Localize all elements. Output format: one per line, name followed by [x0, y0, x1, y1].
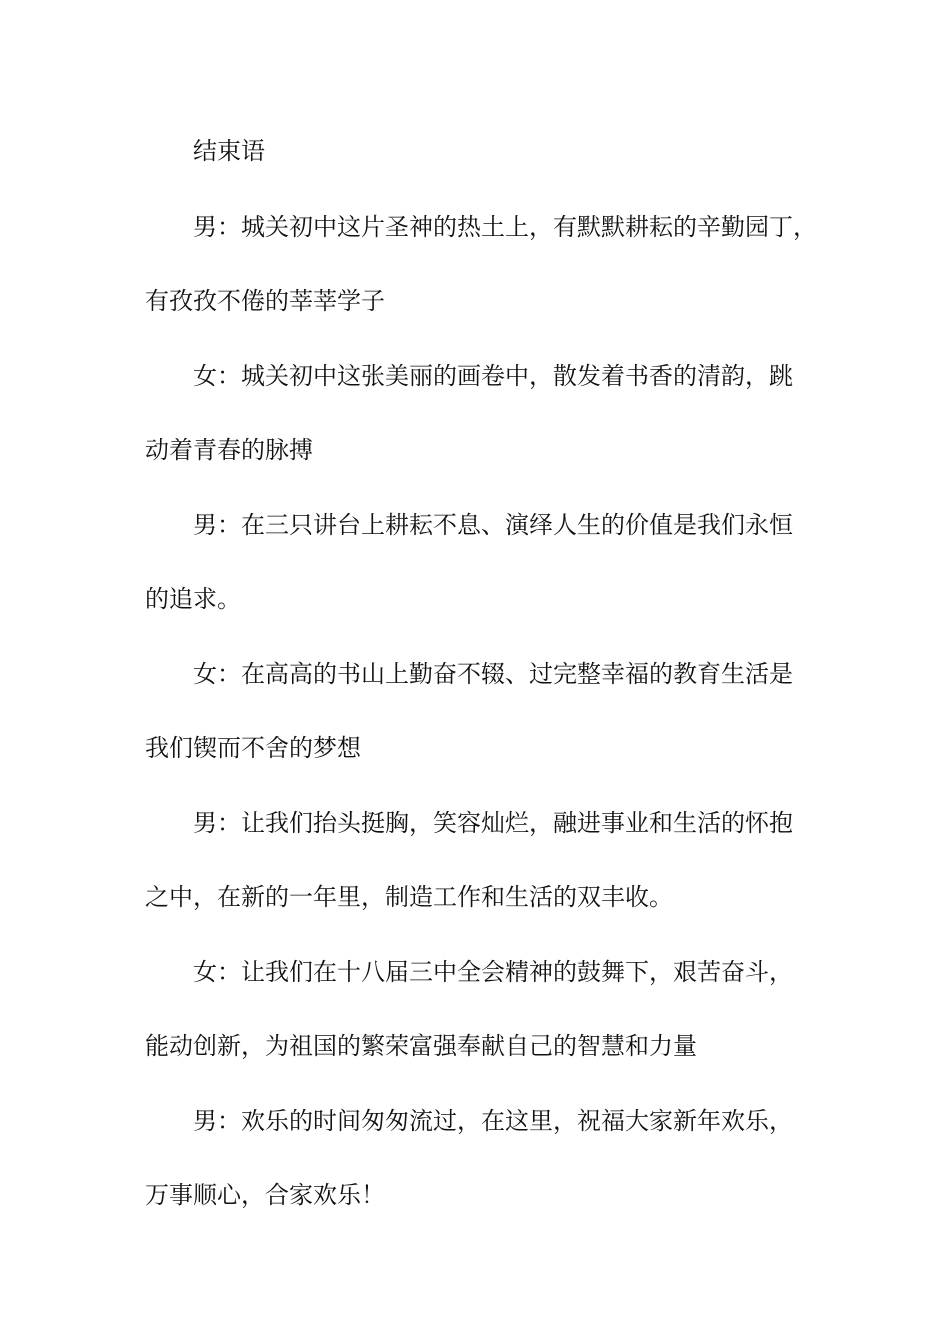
paragraph-5-line-2: 之中，在新的一年里，制造工作和生活的双丰收。: [145, 883, 673, 911]
paragraph-2-line-2: 动着青春的脉搏: [145, 436, 313, 464]
paragraph-6-line-1: 女：让我们在十八届三中全会精神的鼓舞下，艰苦奋斗，: [193, 958, 793, 986]
paragraph-6-line-2: 能动创新，为祖国的繁荣富强奉献自己的智慧和力量: [145, 1032, 697, 1060]
paragraph-5-line-1: 男：让我们抬头挺胸，笑容灿烂，融进事业和生活的怀抱: [193, 809, 793, 837]
paragraph-3-line-2: 的追求。: [145, 585, 241, 613]
document-heading: 结束语: [193, 137, 265, 165]
paragraph-4-line-1: 女：在高高的书山上勤奋不辍、过完整幸福的教育生活是: [193, 660, 793, 688]
paragraph-1-line-1: 男：城关初中这片圣神的热土上，有默默耕耘的辛勤园丁，: [193, 213, 817, 241]
paragraph-3-line-1: 男：在三只讲台上耕耘不息、演绎人生的价值是我们永恒: [193, 511, 793, 539]
paragraph-2-line-1: 女：城关初中这张美丽的画卷中，散发着书香的清韵，跳: [193, 362, 793, 390]
paragraph-4-line-2: 我们锲而不舍的梦想: [145, 734, 361, 762]
paragraph-7-line-1: 男：欢乐的时间匆匆流过，在这里，祝福大家新年欢乐，: [193, 1107, 793, 1135]
paragraph-7-line-2: 万事顺心，合家欢乐！: [145, 1181, 385, 1209]
paragraph-1-line-2: 有孜孜不倦的莘莘学子: [145, 287, 385, 315]
